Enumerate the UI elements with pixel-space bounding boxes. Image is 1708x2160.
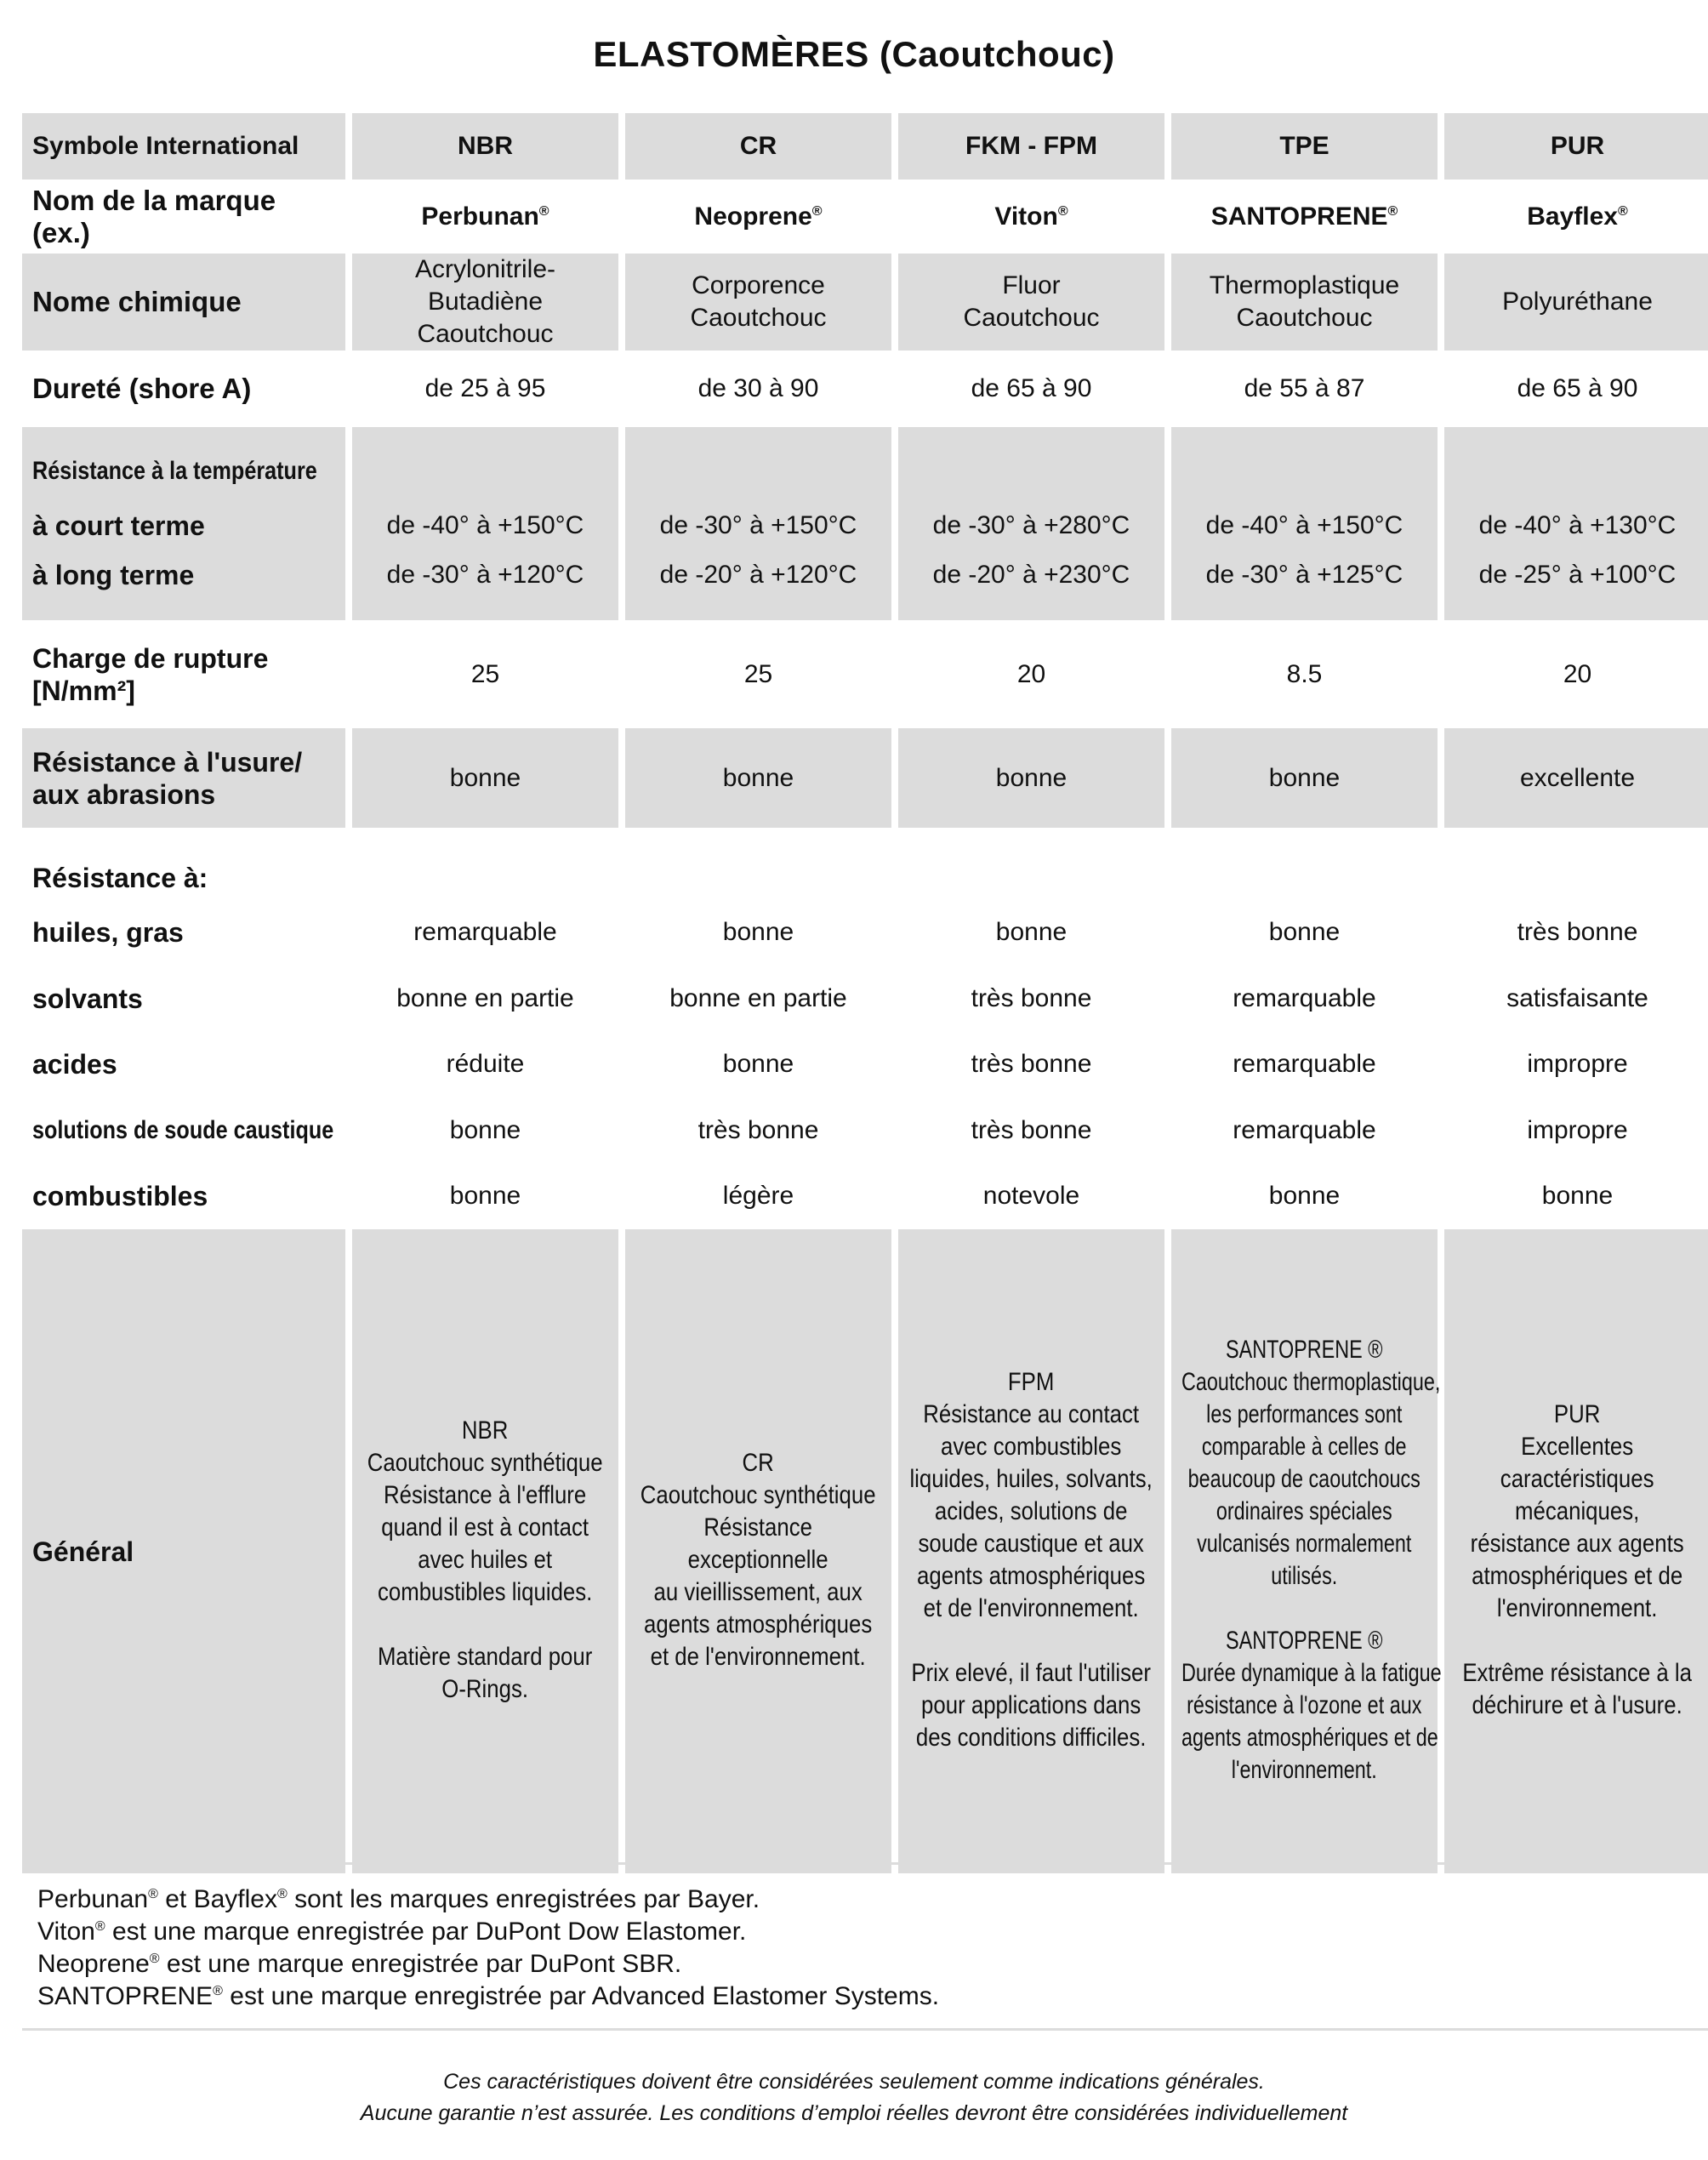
table-cell: très bonne <box>898 1097 1164 1163</box>
general-text-line: Extrême résistance à la <box>1462 1658 1692 1687</box>
disclaimer-line-2: Aucune garantie n’est assurée. Les conditions d’emploi réelles devront être considérées individuellement <box>360 2101 1348 2125</box>
trademark-note: SANTOPRENE® est une marque enregistrée par Advanced Elastomer Systems. <box>37 1982 940 2010</box>
general-text-line: résistance aux agents <box>1470 1529 1684 1558</box>
general-text-line: Durée dynamique à la fatigue <box>1181 1658 1442 1687</box>
general-text-line: vulcanisés normalement <box>1197 1529 1412 1558</box>
general-text-line: O-Rings. <box>441 1674 529 1703</box>
table-cell: bonne <box>625 899 891 966</box>
table-cell: bonne <box>898 899 1164 966</box>
table-cell: satisfaisante <box>1444 966 1708 1031</box>
trademark-note: Neoprene® est une marque enregistrée par DuPont SBR. <box>37 1950 682 1978</box>
table-cell: Perbunan® <box>352 180 618 254</box>
disclaimer-line-1: Ces caractéristiques doivent être considérées seulement comme indications générales. <box>443 2070 1265 2094</box>
general-cell-cr <box>625 1229 891 1873</box>
table-cell: très bonne <box>625 1097 891 1163</box>
general-text-line <box>908 1625 1153 1657</box>
table-cell: de -30° à +280°C <box>898 493 1164 559</box>
table-cell: très bonne <box>1444 899 1708 966</box>
general-text-line: SANTOPRENE ® <box>1225 1335 1383 1364</box>
table-row-chemical <box>22 254 1708 351</box>
table-cell: légère <box>625 1163 891 1229</box>
table-cell: de 65 à 90 <box>1444 351 1708 427</box>
table-cell: de -30° à +120°C <box>352 559 618 620</box>
general-text-line: Matière standard pour <box>377 1642 593 1671</box>
general-text-line: Prix elevé, il faut l'utiliser <box>911 1658 1151 1687</box>
table-row-resistance-heading <box>22 828 1708 899</box>
general-text-line: des conditions difficiles. <box>915 1723 1147 1752</box>
table-cell: de -20° à +120°C <box>625 559 891 620</box>
table-row-short-term <box>22 493 1708 559</box>
row-label: solvants <box>22 966 345 1031</box>
column-header: PUR <box>1444 113 1708 180</box>
table-cell: bonne <box>1171 899 1438 966</box>
table-cell: de 30 à 90 <box>625 351 891 427</box>
row-label: Symbole International <box>22 113 345 180</box>
general-cell-nbr <box>352 1229 618 1873</box>
general-text-line: déchirure et à l'usure. <box>1472 1690 1682 1719</box>
general-text-line: Caoutchouc synthétique <box>640 1480 876 1509</box>
table-cell: Thermoplastique Caoutchouc <box>1171 254 1438 351</box>
table-row-brand <box>22 180 1708 254</box>
table-cell: réduite <box>352 1031 618 1097</box>
table-cell: bonne en partie <box>625 966 891 1031</box>
table-cell: bonne en partie <box>352 966 618 1031</box>
elastomer-table <box>15 113 1708 1873</box>
table-row-caustic <box>22 1097 1708 1163</box>
general-text-line: atmosphériques et de <box>1472 1561 1683 1590</box>
table-cell: Neoprene® <box>625 180 891 254</box>
table-cell: de -25° à +100°C <box>1444 559 1708 620</box>
table-cell: de 25 à 95 <box>352 351 618 427</box>
table-cell: Fluor Caoutchouc <box>898 254 1164 351</box>
general-cell-fpm <box>898 1229 1164 1873</box>
general-text-line: pour applications dans <box>921 1690 1142 1719</box>
table-cell: de -30° à +125°C <box>1171 559 1438 620</box>
general-text-line: l'environnement. <box>1231 1755 1377 1784</box>
table-row-oils <box>22 899 1708 966</box>
table-cell: très bonne <box>898 966 1164 1031</box>
table-cell: bonne <box>625 728 891 828</box>
table-cell: remarquable <box>1171 1031 1438 1097</box>
row-label: Charge de rupture [N/mm²] <box>22 620 345 728</box>
general-text-line: caractéristiques <box>1500 1464 1654 1493</box>
table-cell: 25 <box>625 620 891 728</box>
table-cell: très bonne <box>898 1031 1164 1097</box>
table-cell: de -20° à +230°C <box>898 559 1164 620</box>
general-text-line: agents atmosphériques <box>917 1561 1146 1590</box>
row-label: à long terme <box>22 559 345 620</box>
page-title: ELASTOMÈRES (Caoutchouc) <box>593 34 1115 74</box>
general-text-line: CR <box>742 1448 774 1477</box>
general-text-line: NBR <box>461 1416 509 1445</box>
table-cell: de -40° à +130°C <box>1444 493 1708 559</box>
general-text-line: Caoutchouc synthétique <box>367 1448 603 1477</box>
row-label: Dureté (shore A) <box>22 351 345 427</box>
trademark-note: Viton® est une marque enregistrée par DuPont Dow Elastomer. <box>37 1918 747 1946</box>
row-label: combustibles <box>22 1163 345 1229</box>
table-cell: bonne <box>1444 1163 1708 1229</box>
general-text-line: les performances sont <box>1206 1399 1403 1428</box>
table-row-solvents <box>22 966 1708 1031</box>
table-cell: de -30° à +150°C <box>625 493 891 559</box>
row-label: Résistance à la température <box>22 427 345 493</box>
general-text-line <box>1181 1593 1427 1625</box>
general-text-line: avec huiles et <box>418 1545 553 1574</box>
table-cell: 20 <box>1444 620 1708 728</box>
general-text-line <box>362 1609 607 1641</box>
row-label: Général <box>22 1229 345 1873</box>
general-text-line: utilisés. <box>1271 1561 1338 1590</box>
table-cell: remarquable <box>352 899 618 966</box>
general-text-line: agents atmosphériques <box>644 1610 873 1639</box>
table-cell: remarquable <box>1171 966 1438 1031</box>
general-text-line: ordinaires spéciales <box>1216 1496 1392 1525</box>
row-label: solutions de soude caustique <box>22 1097 345 1163</box>
general-text-line <box>1455 1625 1699 1657</box>
column-header: TPE <box>1171 113 1438 180</box>
general-text-line: acides, solutions de <box>934 1496 1128 1525</box>
general-text-line: Excellentes <box>1521 1432 1634 1461</box>
general-text-line: et de l'environnement. <box>923 1593 1139 1622</box>
table-row-general <box>22 1229 1708 1873</box>
table-cell: impropre <box>1444 1097 1708 1163</box>
table-row-hardness <box>22 351 1708 427</box>
table-cell: impropre <box>1444 1031 1708 1097</box>
general-text-line: PUR <box>1553 1399 1601 1428</box>
column-header: NBR <box>352 113 618 180</box>
general-text-line: Caoutchouc thermoplastique, <box>1181 1367 1441 1396</box>
table-cell: remarquable <box>1171 1097 1438 1163</box>
table-cell: 25 <box>352 620 618 728</box>
column-header: CR <box>625 113 891 180</box>
table-cell: notevole <box>898 1163 1164 1229</box>
table-cell: de -40° à +150°C <box>1171 493 1438 559</box>
table-row-fuels <box>22 1163 1708 1229</box>
general-text-line: mécaniques, <box>1515 1496 1640 1525</box>
trademark-notes <box>22 1862 1708 2031</box>
table-cell: Polyuréthane <box>1444 254 1708 351</box>
table-row-tensile <box>22 620 1708 728</box>
table-cell: 8.5 <box>1171 620 1438 728</box>
table-cell: Acrylonitrile-Butadiène Caoutchouc <box>352 254 618 351</box>
table-cell: Viton® <box>898 180 1164 254</box>
general-text-line: avec combustibles <box>941 1432 1122 1461</box>
general-text-line: soude caustique et aux <box>918 1529 1144 1558</box>
general-text-line: l'environnement. <box>1496 1593 1658 1622</box>
table-cell: bonne <box>898 728 1164 828</box>
general-cell-tpe <box>1171 1229 1442 1873</box>
general-text-line: Résistance <box>703 1513 812 1542</box>
row-label: huiles, gras <box>22 899 345 966</box>
trademark-note: Perbunan® et Bayflex® sont les marques enregistrées par Bayer. <box>37 1885 760 1913</box>
row-label: Nom de la marque (ex.) <box>22 180 345 254</box>
table-cell: bonne <box>1171 728 1438 828</box>
table-cell: Bayflex® <box>1444 180 1708 254</box>
table-row-acids <box>22 1031 1708 1097</box>
table-cell: de 65 à 90 <box>898 351 1164 427</box>
general-text-line: et de l'environnement. <box>650 1642 866 1671</box>
table-cell: bonne <box>1171 1163 1438 1229</box>
table-row-wear <box>22 728 1708 828</box>
column-header: FKM - FPM <box>898 113 1164 180</box>
row-label: Résistance à: <box>22 828 345 899</box>
general-text-line: quand il est à contact <box>381 1513 589 1542</box>
general-text-line: au vieillissement, aux <box>653 1577 863 1606</box>
table-cell: SANTOPRENE® <box>1171 180 1438 254</box>
table-cell: bonne <box>625 1031 891 1097</box>
general-text-line: exceptionnelle <box>687 1545 828 1574</box>
general-text-line: résistance à l'ozone et aux <box>1187 1690 1422 1719</box>
table-cell: bonne <box>352 728 618 828</box>
table-cell: 20 <box>898 620 1164 728</box>
general-text-line: Résistance à l'efflure <box>384 1480 587 1509</box>
row-label: à court terme <box>22 493 345 559</box>
general-cell-pur <box>1444 1229 1708 1873</box>
general-text-line: agents atmosphériques et de <box>1181 1723 1438 1752</box>
general-text-line: combustibles liquides. <box>377 1577 593 1606</box>
table-row-temperature-heading <box>22 427 1708 493</box>
general-text-line: Résistance au contact <box>923 1399 1140 1428</box>
table-header-row <box>22 113 1708 180</box>
table-row-long-term <box>22 559 1708 620</box>
general-text-line: liquides, huiles, solvants, <box>909 1464 1153 1493</box>
table-cell: de 55 à 87 <box>1171 351 1438 427</box>
general-text-line: FPM <box>1007 1367 1055 1396</box>
table-cell: excellente <box>1444 728 1708 828</box>
table-cell: bonne <box>352 1097 618 1163</box>
row-label: Résistance à l'usure/ aux abrasions <box>22 728 345 828</box>
general-text-line: SANTOPRENE ® <box>1225 1626 1383 1655</box>
row-label: acides <box>22 1031 345 1097</box>
table-cell: bonne <box>352 1163 618 1229</box>
general-text-line: comparable à celles de <box>1201 1432 1407 1461</box>
table-cell: de -40° à +150°C <box>352 493 618 559</box>
table-cell: Corporence Caoutchouc <box>625 254 891 351</box>
general-text-line: beaucoup de caoutchoucs <box>1187 1464 1420 1493</box>
row-label: Nome chimique <box>22 254 345 351</box>
